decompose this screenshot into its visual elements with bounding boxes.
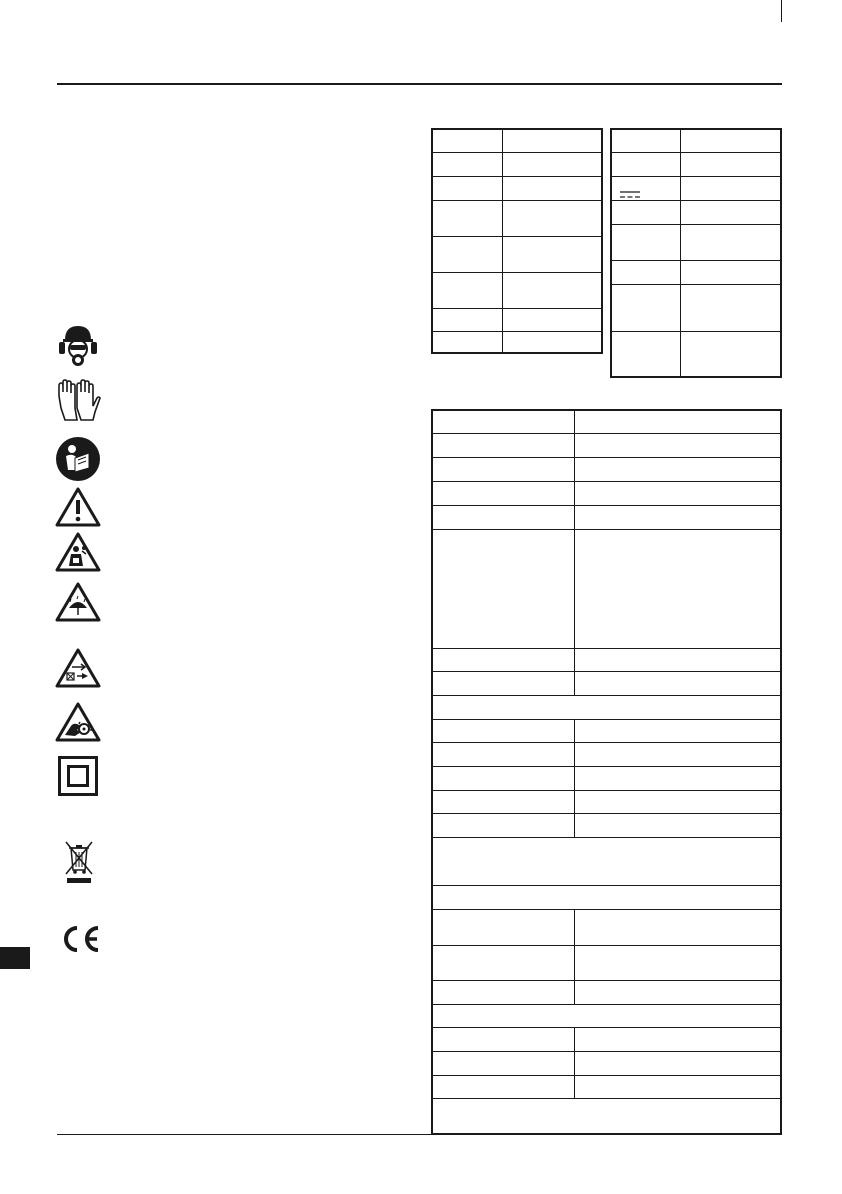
table-row xyxy=(612,152,780,153)
table-row xyxy=(433,813,780,814)
table-divider xyxy=(574,719,575,837)
table-row xyxy=(433,695,780,696)
unplug-icon xyxy=(55,648,101,688)
table-row xyxy=(433,152,601,153)
ce-mark-icon xyxy=(58,924,102,954)
table-row xyxy=(433,1075,780,1076)
table-row xyxy=(433,945,780,946)
footer-rule xyxy=(57,1134,433,1135)
table-row xyxy=(433,331,601,332)
symbol-table-left xyxy=(431,128,603,354)
table-divider xyxy=(574,411,575,695)
head-protection-icon xyxy=(55,322,101,368)
weee-icon xyxy=(62,838,96,884)
table-row xyxy=(433,200,601,201)
specifications-table xyxy=(431,409,782,1135)
table-row xyxy=(433,308,601,309)
table-row xyxy=(433,980,780,981)
table-row xyxy=(433,766,780,767)
table-row xyxy=(433,790,780,791)
table-row xyxy=(433,742,780,743)
table-divider xyxy=(680,130,681,376)
table-row xyxy=(433,671,780,672)
read-manual-icon xyxy=(55,436,101,482)
table-row xyxy=(433,648,780,649)
bystanders-icon xyxy=(55,532,101,572)
symbol-table-right xyxy=(610,128,782,378)
table-row xyxy=(433,885,780,886)
double-insulation-icon xyxy=(58,756,98,796)
table-row xyxy=(612,284,780,285)
table-divider xyxy=(574,1027,575,1098)
table-row xyxy=(433,719,780,720)
table-row xyxy=(433,505,780,506)
table-row xyxy=(433,1027,780,1028)
table-row xyxy=(433,909,780,910)
table-row xyxy=(433,433,780,434)
hand-injury-icon xyxy=(55,702,101,742)
table-row xyxy=(433,837,780,838)
crop-mark-right xyxy=(781,0,782,22)
table-row xyxy=(612,331,780,332)
table-row xyxy=(433,236,601,237)
table-row xyxy=(433,529,780,530)
table-row xyxy=(612,176,780,177)
table-divider xyxy=(502,130,503,352)
warning-icon xyxy=(55,487,101,527)
table-row xyxy=(612,260,780,261)
table-row xyxy=(433,272,601,273)
table-row xyxy=(433,481,780,482)
table-row xyxy=(433,1098,780,1099)
rain-icon xyxy=(55,582,101,622)
table-row xyxy=(433,457,780,458)
table-divider xyxy=(574,909,575,1004)
table-row xyxy=(612,224,780,225)
header-rule xyxy=(57,83,782,85)
table-row xyxy=(433,176,601,177)
language-tab xyxy=(0,947,30,969)
table-row xyxy=(433,1004,780,1005)
gloves-icon xyxy=(55,378,101,422)
dc-current-icon xyxy=(620,186,640,204)
table-row xyxy=(433,1051,780,1052)
